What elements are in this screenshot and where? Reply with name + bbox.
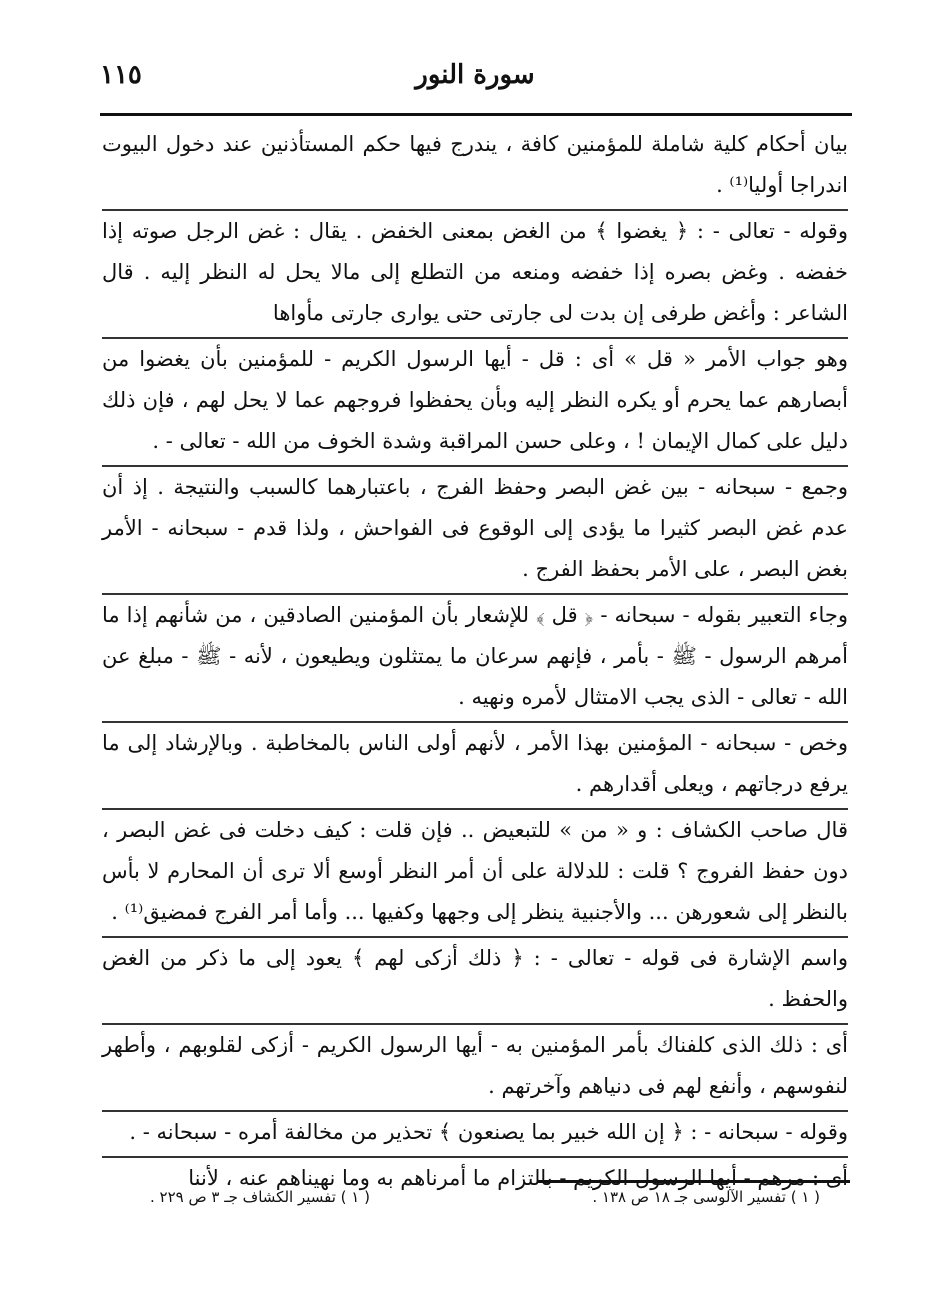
- page-header: [100, 60, 850, 110]
- surah-title: سورة النور: [415, 60, 535, 90]
- footnote-alusi: ( ١ ) تفسير الآلوسى جـ ١٨ ص ١٣٨ .: [592, 1188, 820, 1206]
- paragraph: وهو جواب الأمر « قل » أى : قل - أيها الرسول الكريم - للمؤمنين بأن يغضوا من أبصارهم عما يحرم أو يكره النظر إليه وبأن يحفظوا فروجهم عما لا يحل لهم ، فإن ذلك دليل على كمال الإيمان ! ، وعلى حسن المراقبة وشدة الخوف من الله - تعالى - .: [102, 337, 848, 462]
- paragraph: بيان أحكام كلية شاملة للمؤمنين كافة ، يندرج فيها حكم المستأذنين عند دخول البيوت اندراجا أوليا⁽¹⁾ .: [102, 132, 848, 197]
- footnotes: [130, 1188, 820, 1218]
- paragraph: وخص - سبحانه - المؤمنين بهذا الأمر ، لأنهم أولى الناس بالمخاطبة . وبالإرشاد إلى ما يرفع درجاتهم ، ويعلى أقدارهم .: [102, 721, 848, 805]
- paragraph: قال صاحب الكشاف : و « من » للتبعيض .. فإن قلت : كيف دخلت فى غض البصر ، دون حفظ الفروج ؟ قلت : للدلالة على أن أمر النظر أوسع ألا ترى أن المحارم لا بأس بالنظر إلى شعورهن ... والأجنبية ينظر إلى وجهها وكفيها ... وأما أمر الفرج فمضيق⁽¹⁾ .: [102, 808, 848, 933]
- paragraph: وجاء التعبير بقوله - سبحانه - ﴿ قل ﴾ للإشعار بأن المؤمنين الصادقين ، من شأنهم إذا ما أمرهم الرسول - ﷺ - بأمر ، فإنهم سرعان ما يمتثلون ويطيعون ، لأنه - ﷺ - مبلغ عن الله - تعالى - الذى يجب الامتثال لأمره ونهيه .: [102, 593, 848, 718]
- paragraph: وقوله - سبحانه - : ﴿ إن الله خبير بما يصنعون ﴾ تحذير من مخالفة أمره - سبحانه - .: [102, 1110, 848, 1153]
- footnote-divider: [538, 1180, 850, 1183]
- paragraph: وجمع - سبحانه - بين غض البصر وحفظ الفرج ، باعتبارهما كالسبب والنتيجة . إذ أن عدم غض البصر كثيرا ما يؤدى إلى الوقوع فى الفواحش ، ولذا قدم - سبحانه - الأمر بغض البصر ، على الأمر بحفظ الفرج .: [102, 465, 848, 590]
- paragraph: أى : ذلك الذى كلفناك بأمر المؤمنين به - أيها الرسول الكريم - أزكى لقلوبهم ، وأطهر لنفوسهم ، وأنفع لهم فى دنياهم وآخرتهم .: [102, 1023, 848, 1107]
- page-number: ١١٥: [100, 60, 142, 90]
- header-divider: [100, 113, 852, 116]
- paragraph: واسم الإشارة فى قوله - تعالى - : ﴿ ذلك أزكى لهم ﴾ يعود إلى ما ذكر من الغض والحفظ .: [102, 936, 848, 1020]
- paragraph: أى : مرهم - أيها الرسول الكريم - بالتزام ما أمرناهم به وما نهيناهم عنه ، لأننا: [102, 1156, 848, 1199]
- page-body: [102, 124, 848, 1202]
- footnote-kashshaf: ( ١ ) تفسير الكشاف جـ ٣ ص ٢٢٩ .: [150, 1188, 370, 1206]
- paragraph: وقوله - تعالى - : ﴿ يغضوا ﴾ من الغض بمعنى الخفض . يقال : غض الرجل صوته إذا خفضه . وغض بصره إذا خفضه ومنعه من التطلع إلى مالا يحل له النظر إليه . قال الشاعر : وأغض طرفى إن بدت لى جارتى حتى يوارى جارتى مأواها: [102, 209, 848, 334]
